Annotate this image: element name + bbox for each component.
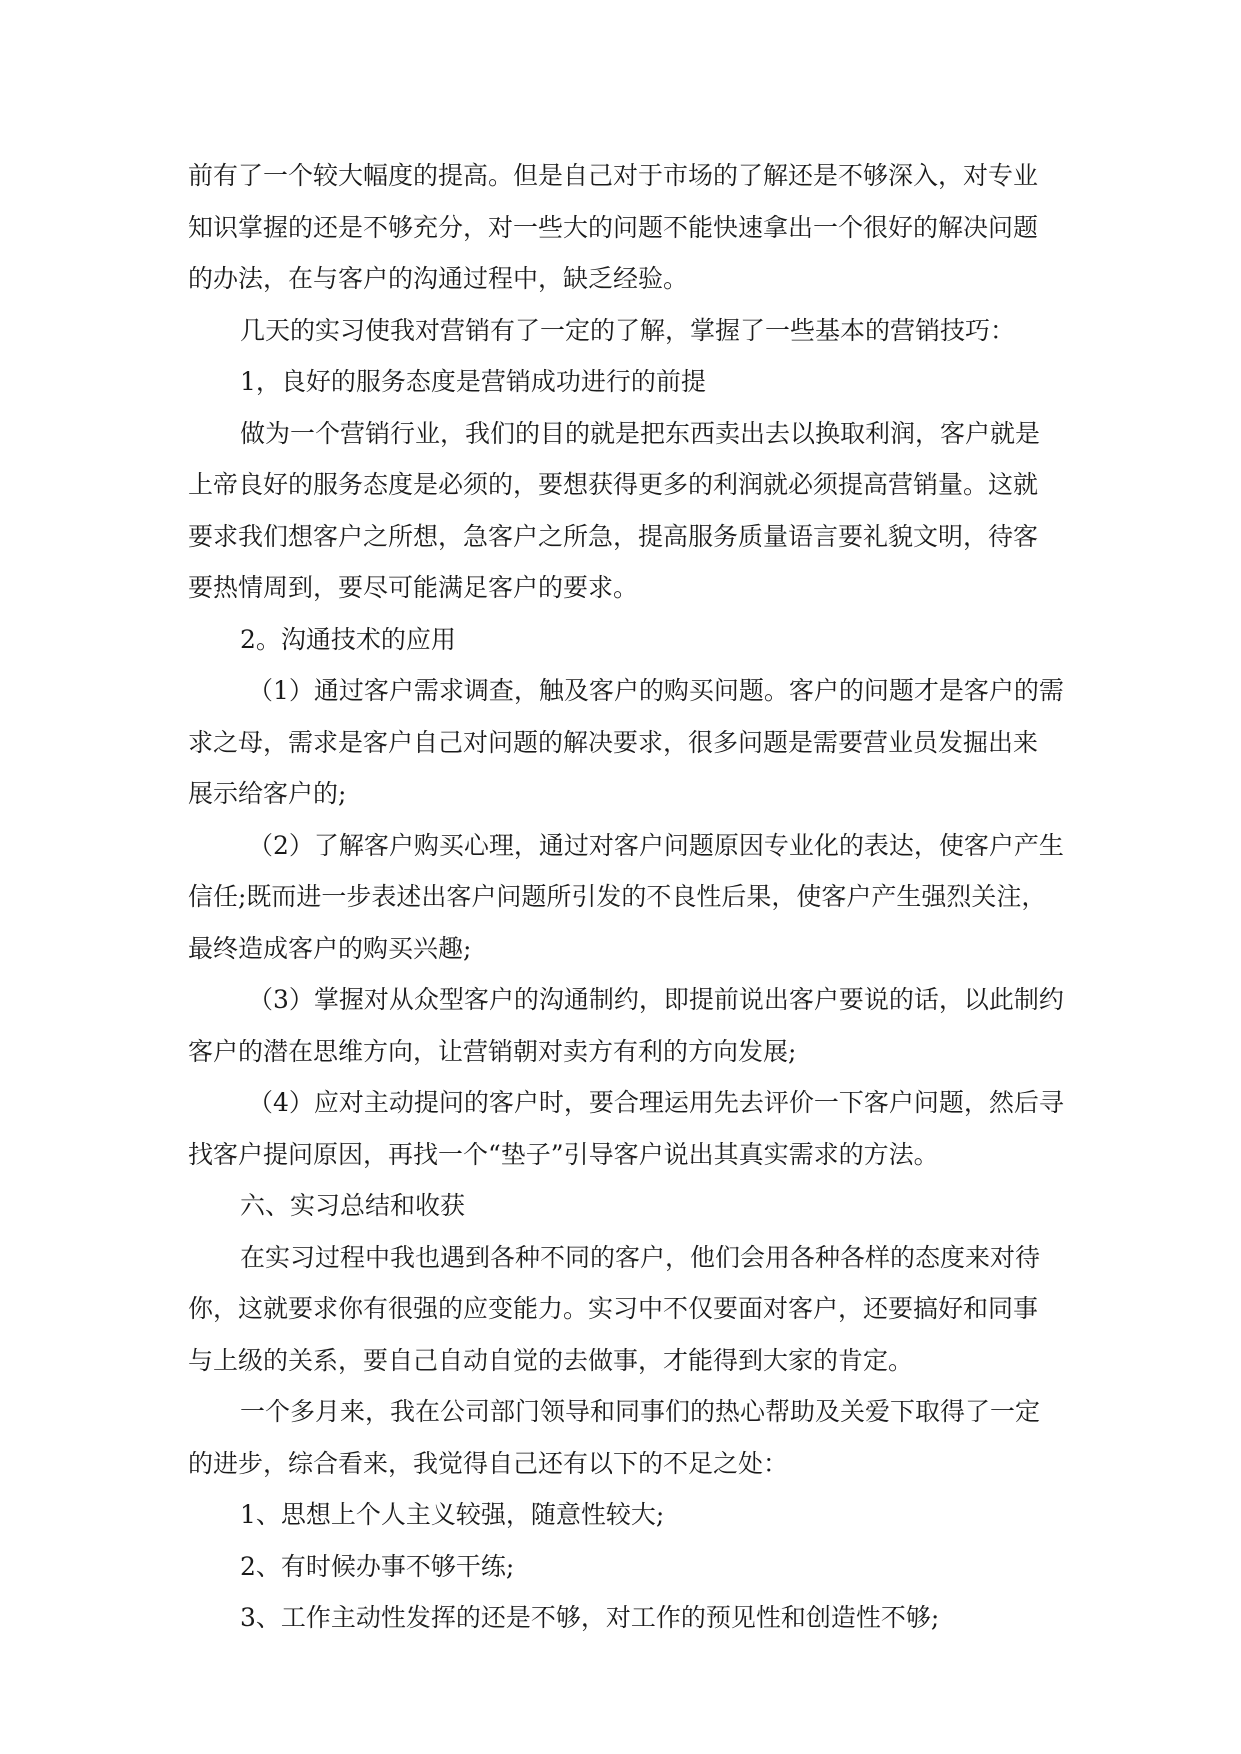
document-page: [188, 150, 1068, 1644]
text-line: 知识掌握的还是不够充分，对一些大的问题不能快速拿出一个很好的解决问题: [188, 212, 1039, 242]
list-item-start: （4）应对主动提问的客户时，要合理运用先去评价一下客户问题，然后寻: [248, 1088, 1064, 1117]
paragraph-start: 做为一个营销行业，我们的目的就是把东西卖出去以换取利润，客户就是: [240, 418, 1041, 448]
section-heading: 六、实习总结和收获: [240, 1191, 466, 1220]
text-line: 要热情周到，要尽可能满足客户的要求。: [188, 573, 639, 602]
text-line: 的办法，在与客户的沟通过程中，缺乏经验。: [188, 264, 689, 293]
list-item-start: （1）通过客户需求调查，触及客户的购买问题。客户的问题才是客户的需: [248, 676, 1064, 705]
text-line: 前有了一个较大幅度的提高。但是自己对于市场的了解还是不够深入，对专业: [188, 161, 1039, 190]
text-line: 与上级的关系，要自己自动自觉的去做事，才能得到大家的肯定。: [188, 1345, 914, 1375]
paragraph-start: 一个多月来，我在公司部门领导和同事们的热心帮助及关爱下取得了一定: [240, 1397, 1041, 1426]
text-line: 的进步，综合看来，我觉得自己还有以下的不足之处：: [188, 1448, 789, 1478]
list-item-start: （2）了解客户购买心理，通过对客户问题原因专业化的表达，使客户产生: [248, 830, 1064, 860]
list-item-start: （3）掌握对从众型客户的沟通制约，即提前说出客户要说的话，以此制约: [248, 985, 1064, 1014]
text-line: 展示给客户的;: [188, 779, 347, 808]
text-line: 你，这就要求你有很强的应变能力。实习中不仅要面对客户，还要搞好和同事: [188, 1294, 1039, 1323]
list-item: 3、工作主动性发挥的还是不够，对工作的预见性和创造性不够;: [240, 1603, 940, 1632]
section-heading: 2。沟通技术的应用: [240, 624, 456, 654]
list-item: 2、有时候办事不够干练;: [240, 1551, 515, 1581]
text-line: 上帝良好的服务态度是必须的，要想获得更多的利润就必须提高营销量。这就: [188, 470, 1039, 499]
text-line: 找客户提问原因，再找一个“垫子”引导客户说出其真实需求的方法。: [188, 1139, 939, 1169]
paragraph-start: 几天的实习使我对营销有了一定的了解，掌握了一些基本的营销技巧：: [240, 315, 1016, 345]
text-line: 客户的潜在思维方向，让营销朝对卖方有利的方向发展;: [188, 1036, 797, 1066]
text-line: 要求我们想客户之所想，急客户之所急，提高服务质量语言要礼貌文明，待客: [188, 521, 1039, 551]
section-heading: 1，良好的服务态度是营销成功进行的前提: [240, 367, 706, 396]
text-line: 求之母，需求是客户自己对问题的解决要求，很多问题是需要营业员发掘出来: [188, 727, 1039, 757]
text-line: 最终造成客户的购买兴趣;: [188, 933, 472, 963]
list-item: 1、思想上个人主义较强，随意性较大;: [240, 1500, 665, 1529]
paragraph-start: 在实习过程中我也遇到各种不同的客户，他们会用各种各样的态度来对待: [240, 1242, 1041, 1272]
text-line: 信任;既而进一步表述出客户问题所引发的不良性后果，使客户产生强烈关注，: [188, 882, 1047, 911]
